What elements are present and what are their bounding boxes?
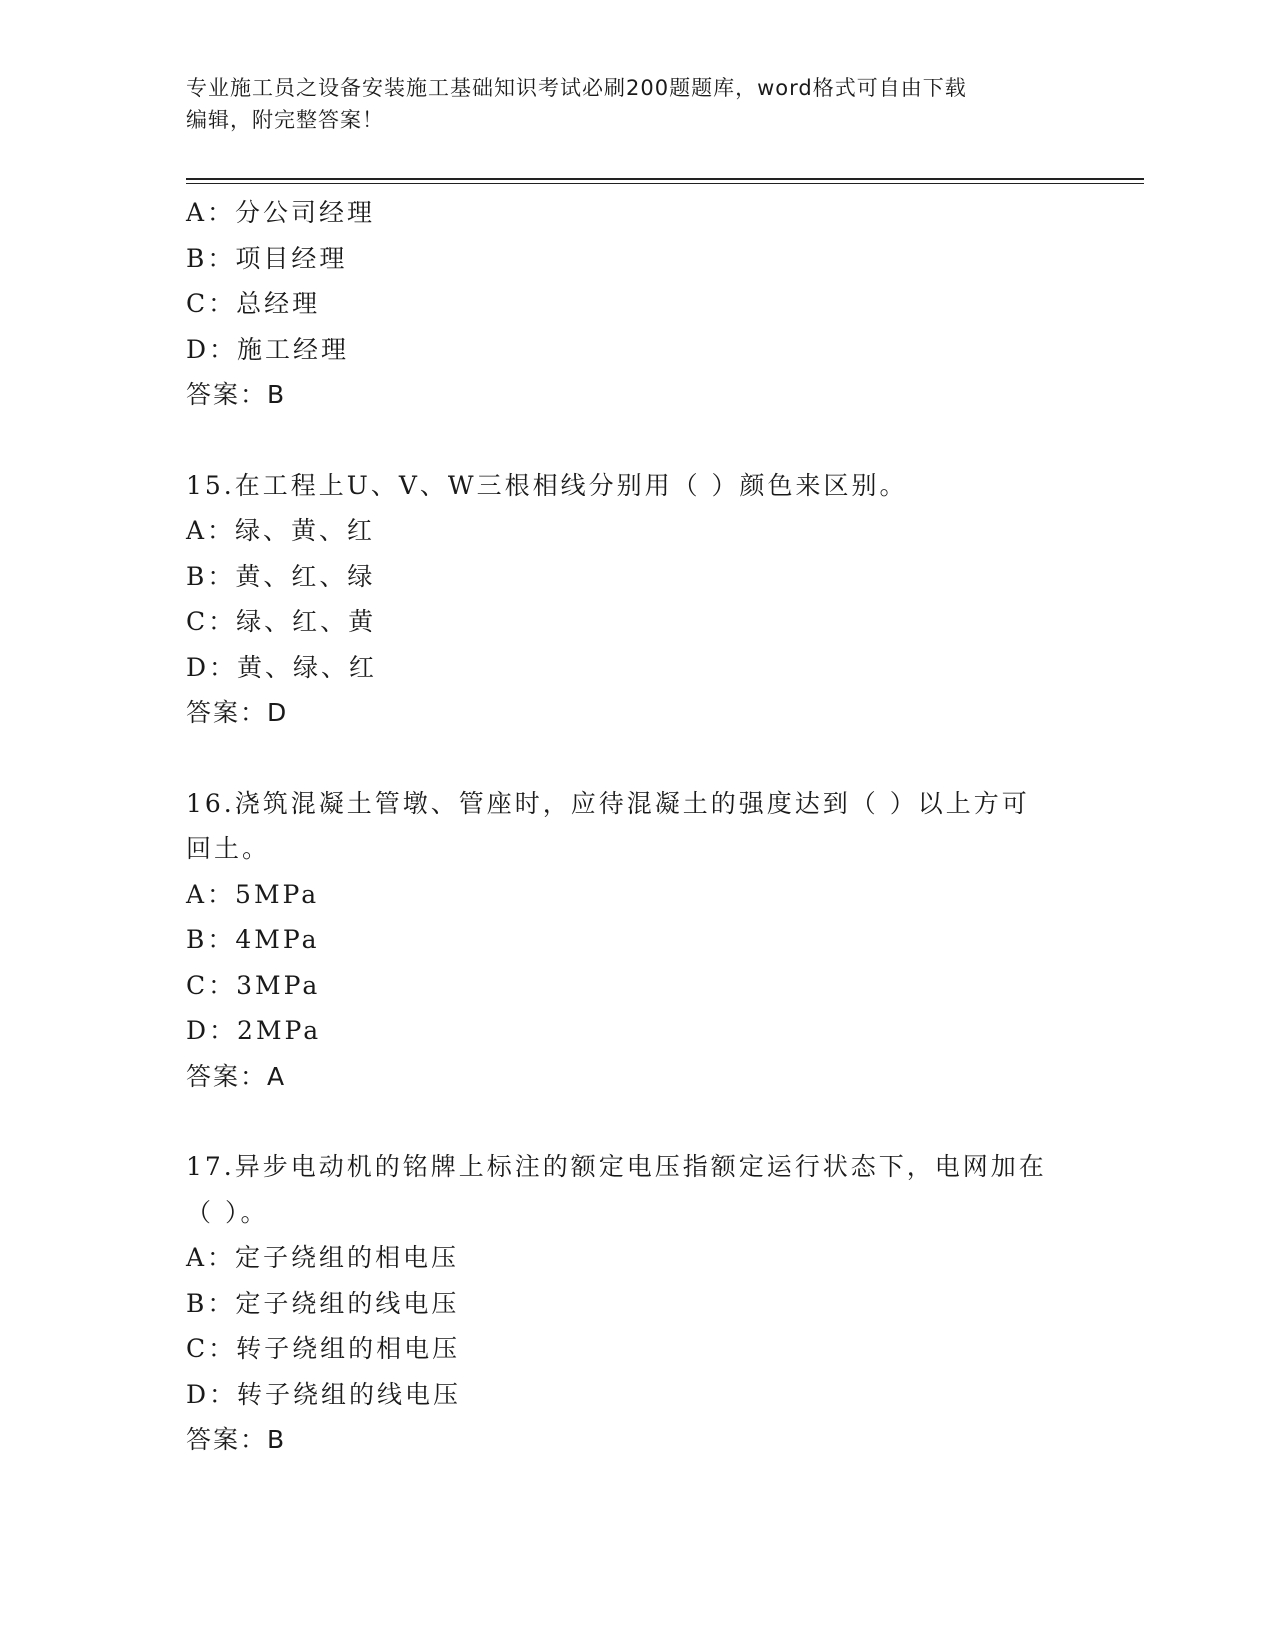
- question-block-16: [186, 781, 1086, 1100]
- option-c: C：绿、红、黄: [186, 607, 377, 636]
- question-text: 15.在工程上U、V、W三根相线分别用（ ）颜色来区别。: [186, 470, 908, 500]
- option-a: A：绿、黄、红: [186, 516, 376, 545]
- question-text: 17.异步电动机的铭牌上标注的额定电压指额定运行状态下，电网加在: [186, 1152, 1047, 1181]
- option-c: C：总经理: [186, 289, 321, 318]
- option-c: C：3MPa: [186, 970, 321, 1000]
- option-b: B：定子绕组的线电压: [186, 1288, 460, 1318]
- header-title-line-2: 编辑，附完整答案！: [186, 108, 384, 132]
- option-a: A：定子绕组的相电压: [186, 1243, 460, 1272]
- option-a: A：分公司经理: [186, 198, 376, 227]
- question-block-14: [186, 190, 1086, 418]
- question-text-continued: 回土。: [186, 834, 271, 863]
- answer-line: 答案：B: [186, 1425, 287, 1454]
- header-divider-thick: [186, 178, 1144, 180]
- question-block-17: [186, 1144, 1086, 1463]
- header-title-line-1: 专业施工员之设备安装施工基础知识考试必刷200题题库，word格式可自由下载: [186, 76, 967, 100]
- option-d: D：黄、绿、红: [186, 652, 378, 682]
- question-text-continued: （ ）。: [186, 1197, 269, 1227]
- answer-line: 答案：D: [186, 698, 289, 727]
- document-header: [186, 72, 1066, 136]
- option-a: A：5MPa: [186, 879, 320, 909]
- question-block-15: [186, 463, 1086, 736]
- option-b: B：黄、红、绿: [186, 561, 376, 591]
- option-d: D：转子绕组的线电压: [186, 1379, 462, 1409]
- answer-line: 答案：A: [186, 1061, 287, 1091]
- answer-line: 答案：B: [186, 380, 287, 409]
- option-b: B：4MPa: [186, 925, 320, 954]
- question-list: [186, 190, 1086, 1463]
- option-d: D：施工经理: [186, 334, 350, 364]
- option-b: B：项目经理: [186, 243, 348, 273]
- header-divider-thin: [186, 183, 1144, 184]
- option-c: C：转子绕组的相电压: [186, 1334, 461, 1363]
- question-text: 16.浇筑混凝土管墩、管座时，应待混凝土的强度达到（ ）以上方可: [186, 788, 1030, 818]
- option-d: D：2MPa: [186, 1016, 322, 1045]
